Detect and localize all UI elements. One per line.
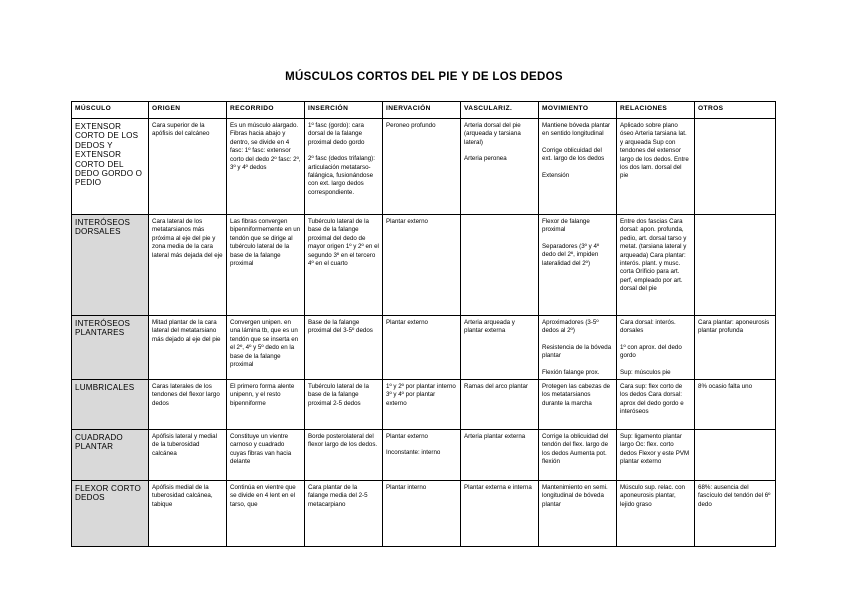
cell-paragraph: Cara plantar de la falange media del 2-5 metacarpiano — [308, 484, 368, 508]
cell-paragraph: Es un músculo alargado. Fibras hacia abajo y dentro, se divide en 4 fasc: 1º fasc: extensor corto del dedo 2º fasc: 2º, 3º y 4º dedos — [230, 122, 301, 172]
cell-vasculariz — [461, 215, 539, 316]
cell-otros — [695, 316, 776, 380]
cell-paragraph: Cara superior de la apófisis del calcáneo — [152, 122, 210, 138]
cell-inervacion — [383, 481, 461, 547]
table-row — [72, 119, 776, 215]
cell-recorrido — [227, 481, 305, 547]
cell-relaciones — [617, 430, 695, 481]
cell-otros — [695, 215, 776, 316]
cell-insercion — [305, 430, 383, 481]
cell-paragraph: Convergen unipen. en una lámina tb, que es un tendón que se inserta en el 2º, 4º y 5º dedo en la base de la falange proximal — [230, 319, 299, 369]
cell-otros — [695, 481, 776, 547]
cell-paragraph: Mantenimiento en semi. longitudinal de bóveda plantar — [542, 484, 608, 508]
cell-paragraph: Aproximadores (3-5º dedos al 2º) — [542, 319, 599, 335]
cell-musculo: CUADRADO PLANTAR — [72, 430, 149, 481]
cell-insercion — [305, 316, 383, 380]
cell-paragraph: Continúa en vientre que se divide en 4 lent en el tarso, que — [230, 484, 296, 508]
cell-vasculariz — [461, 119, 539, 215]
cell-origen — [149, 430, 227, 481]
cell-otros — [695, 430, 776, 481]
page-title: MÚSCULOS CORTOS DEL PIE Y DE LOS DEDOS — [285, 71, 563, 83]
cell-origen — [149, 481, 227, 547]
cell-paragraph: Mantiene bóveda plantar en sentido longitudinal — [542, 122, 611, 138]
cell-inervacion — [383, 215, 461, 316]
cell-paragraph: Ramas del arco plantar — [464, 383, 528, 391]
cell-paragraph: Arteria peronea — [464, 155, 507, 163]
cell-paragraph: Flexor de falange proximal — [542, 218, 590, 234]
cell-inervacion — [383, 430, 461, 481]
cell-vasculariz — [461, 430, 539, 481]
cell-vasculariz — [461, 316, 539, 380]
cell-paragraph: Peroneo profundo — [386, 122, 436, 129]
cell-paragraph: Arteria plantar externa — [464, 433, 526, 441]
cell-paragraph: Apófisis medial de la tuberosidad calcánea, tabique — [152, 484, 213, 508]
cell-movimiento — [539, 119, 617, 215]
cell-origen — [149, 119, 227, 215]
cell-paragraph: Separadores (3º y 4º dedo del 2º, impiden lateralidad del 2º) — [542, 242, 600, 267]
cell-paragraph: El primero forma alente unipenn, y el resto bipenniforme — [230, 383, 295, 407]
cell-paragraph: Entre dos fascias Cara dorsal: apon. profunda, pedio, art. dorsal tarso y metat. (tarsiana lateral y arqueada) Cara plantar: interós. plant. y musc. corta Orificio para art. perf, empleado por art. dorsal del pie — [620, 218, 687, 293]
cell-paragraph: Sup: músculos pie — [620, 368, 671, 376]
cell-recorrido — [227, 380, 305, 430]
cell-inervacion — [383, 316, 461, 380]
cell-paragraph: 1º fasc (gordo): cara dorsal de la falange proximal dedo gordo — [308, 122, 365, 146]
cell-paragraph: Sup: ligamento plantar largo Oc: flex. corto dedos Flexor y este PVM plantar externo — [620, 433, 690, 466]
cell-paragraph: Borde posterolateral del flexor largo de los dedos. — [308, 433, 378, 449]
cell-vasculariz — [461, 380, 539, 430]
cell-musculo: EXTENSOR CORTO DE LOS DEDOS Y EXTENSOR CORTO DEL DEDO GORDO O PEDIO — [72, 119, 149, 215]
cell-paragraph: 8% ocasio falta uno — [698, 383, 753, 391]
cell-paragraph: Apófisis lateral y medial de la tuberosidad calcánea — [152, 433, 217, 457]
cell-paragraph: Mitad plantar de la cara lateral del metatarsiano más dejado al eje del pie — [152, 319, 221, 343]
cell-paragraph: Cara dorsal: interós. dorsales — [620, 319, 676, 335]
cell-paragraph: Plantar externo — [386, 433, 428, 441]
cell-paragraph: Tubérculo lateral de la base de la falange proximal 2-5 dedos — [308, 383, 369, 407]
table-row — [72, 430, 776, 481]
cell-paragraph: 68%: ausencia del fascículo del tendón del 6º dedo — [698, 484, 771, 508]
cell-relaciones — [617, 380, 695, 430]
cell-paragraph: Plantar externo — [386, 218, 428, 225]
cell-recorrido — [227, 430, 305, 481]
cell-paragraph: Arteria arqueada y plantar externa — [464, 319, 515, 335]
cell-relaciones — [617, 215, 695, 316]
cell-paragraph: Cara plantar: aponeurosis plantar profunda — [698, 319, 770, 335]
cell-paragraph: Flexión falange prox. — [542, 368, 600, 376]
cell-movimiento — [539, 430, 617, 481]
cell-recorrido — [227, 215, 305, 316]
cell-recorrido — [227, 316, 305, 380]
header-musculo: MÚSCULO — [72, 102, 149, 119]
header-inervacion: INERVACIÓN — [383, 102, 461, 119]
cell-origen — [149, 215, 227, 316]
table-row — [72, 481, 776, 547]
cell-movimiento — [539, 380, 617, 430]
cell-otros — [695, 119, 776, 215]
cell-musculo: INTERÓSEOS PLANTARES — [72, 316, 149, 380]
cell-paragraph: Las fibras convergen bipenniformemente en un tendón que se dirige al tubérculo lateral de la base de la falange proximal — [230, 218, 301, 268]
header-otros: OTROS — [695, 102, 776, 119]
cell-relaciones — [617, 316, 695, 380]
cell-relaciones — [617, 119, 695, 215]
cell-musculo: LUMBRICALES — [72, 380, 149, 430]
table-row — [72, 215, 776, 316]
cell-relaciones — [617, 481, 695, 547]
cell-insercion — [305, 481, 383, 547]
cell-paragraph: Cara lateral de los metatarsianos más próxima al eje del pie y zona media de la cara lateral más dejada del eje — [152, 218, 223, 259]
cell-paragraph: Caras laterales de los tendones del flexor largo dedos — [152, 383, 220, 407]
cell-paragraph: Protegen las cabezas de los metatarsianos durante la marcha — [542, 383, 611, 407]
cell-inervacion — [383, 119, 461, 215]
cell-paragraph: Extensión — [542, 171, 570, 179]
cell-insercion — [305, 215, 383, 316]
cell-origen — [149, 380, 227, 430]
cell-paragraph: Arteria dorsal del pie (arqueada y tarsiana lateral) — [464, 122, 521, 146]
header-insercion: INSERCIÓN — [305, 102, 383, 119]
cell-paragraph: Resistencia de la bóveda plantar — [542, 343, 612, 360]
cell-paragraph: Músculo sup. relac. con aponeurosis plantar, lejido graso — [620, 484, 685, 508]
cell-origen — [149, 316, 227, 380]
cell-inervacion — [383, 380, 461, 430]
cell-paragraph: Corrige oblicuidad del ext. largo de los dedos — [542, 146, 605, 163]
cell-paragraph: Plantar externo — [386, 319, 428, 326]
cell-paragraph: Plantar externa e interna — [464, 484, 532, 492]
muscles-table — [71, 101, 776, 547]
cell-otros — [695, 380, 776, 430]
cell-paragraph: Aplicado sobre plano óseo Arteria tarsiana lat. y arqueada Sup con tendones del extensor largo de los dedos. Entre los dos lam. dorsal del pie — [620, 122, 689, 180]
cell-paragraph: Tubérculo lateral de la base de la falange proximal del dedo de mayor origen 1º y 2º en el segundo 3º en el tercero 4º en el cuarto — [308, 218, 379, 268]
cell-paragraph: 1º con aprox. del dedo gordo — [620, 343, 682, 360]
header-movimiento: MOVIMIENTO — [539, 102, 617, 119]
cell-paragraph: Plantar interno — [386, 484, 427, 492]
cell-paragraph: Cara sup: flex corto de los dedos Cara dorsal: aprox del dedo gordo e interóseos — [620, 383, 684, 416]
table-row — [72, 316, 776, 380]
cell-insercion — [305, 380, 383, 430]
table-row — [72, 380, 776, 430]
cell-paragraph: Inconstante: interno — [386, 449, 441, 457]
cell-paragraph: 1º y 2º por plantar interno 3º y 4º por plantar externo — [386, 383, 456, 407]
cell-movimiento — [539, 215, 617, 316]
header-row — [72, 102, 776, 119]
header-relaciones: RELACIONES — [617, 102, 695, 119]
header-recorrido: RECORRIDO — [227, 102, 305, 119]
header-origen: ORIGEN — [149, 102, 227, 119]
cell-vasculariz — [461, 481, 539, 547]
cell-movimiento — [539, 316, 617, 380]
cell-recorrido — [227, 119, 305, 215]
cell-paragraph: Corrige la oblicuidad del tendón del flex. largo de los dedos Aumenta pot. flexión — [542, 433, 609, 466]
cell-movimiento — [539, 481, 617, 547]
cell-paragraph: Base de la falange proximal del 3-5º dedos — [308, 319, 373, 335]
cell-paragraph: Constituye un vientre carnoso y cuadrado cuyas fibras van hacia delante — [230, 433, 292, 466]
cell-insercion — [305, 119, 383, 215]
cell-musculo: INTERÓSEOS DORSALES — [72, 215, 149, 316]
header-vasculariz: VASCULARIZ. — [461, 102, 539, 119]
cell-musculo: FLEXOR CORTO DEDOS — [72, 481, 149, 547]
cell-paragraph: 2º fasc (dedos trifalang): articulación metatarso-falángica, fusionándose con ext. largo dedos correspondiente. — [308, 155, 375, 196]
